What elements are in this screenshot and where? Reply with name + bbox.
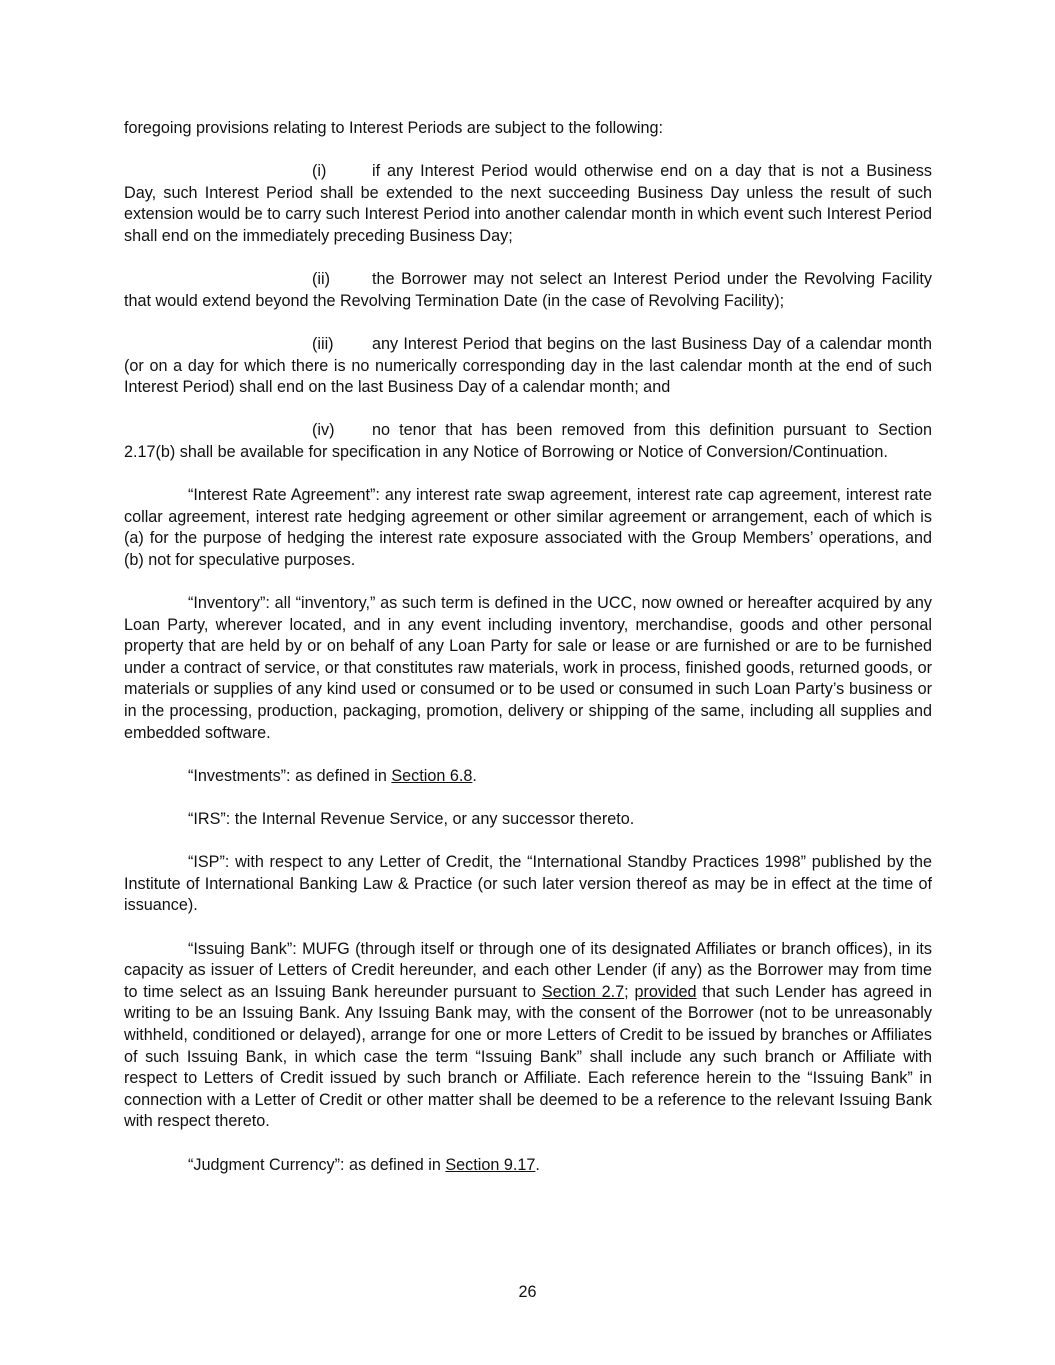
clause-number: (iii)	[312, 334, 334, 353]
definition-text: as defined in	[349, 1155, 441, 1174]
definition-text: any interest rate swap agreement, interest rate cap agreement, interest rate collar agreement, interest rate hedging agreement or other similar agreement or arrangement, each of which is (a) for the purpose of hedging the interest rate exposure associated with the Group Members’ operations, and (b) not for speculative purposes.	[124, 486, 933, 569]
definition-judgment-currency	[124, 1155, 932, 1177]
definition-term: “IRS”:	[188, 810, 231, 828]
clause-iv	[124, 420, 932, 463]
definition-term: “Interest Rate Agreement”:	[188, 486, 380, 505]
definition-investments	[124, 766, 932, 788]
definition-text: as defined in	[295, 766, 387, 785]
definition-interest-rate-agreement	[124, 485, 932, 571]
section-9-17-link[interactable]: Section 9.17	[445, 1155, 536, 1174]
definition-text: the Internal Revenue Service, or any successor thereto.	[234, 810, 635, 828]
definition-term: “Inventory”:	[188, 594, 270, 613]
clause-text: any Interest Period that begins on the last Business Day of a calendar month (or on a day for which there is no numerically corresponding day in the last calendar month at the end of such Interest Period) shall end on the last Business Day of a calendar month; and	[124, 334, 932, 397]
clause-ii	[124, 269, 932, 312]
definition-text: MUFG (through itself or through one of its designated Affiliates or branch offices), in its capacity as issuer of Letters of Credit hereunder, and each other Lender (if any) as the Borrower may from time to time select as an Issuing Bank hereunder pursuant to	[124, 939, 933, 1001]
definition-term: “ISP”:	[188, 853, 230, 872]
definition-irs	[124, 809, 932, 831]
definition-term: “Investments”:	[188, 766, 291, 785]
definition-isp	[124, 852, 932, 917]
lead-paragraph: foregoing provisions relating to Interest Periods are subject to the following:	[124, 119, 663, 137]
clause-i	[124, 161, 932, 247]
section-6-8-link[interactable]: Section 6.8	[391, 766, 473, 785]
section-2-7-link[interactable]: Section 2.7	[541, 982, 625, 1001]
definition-inventory	[124, 593, 932, 744]
clause-number: (ii)	[312, 270, 330, 289]
definition-text: with respect to any Letter of Credit, the “International Standby Practices 1998” published by the Institute of International Banking Law & Practice (or such later version thereof as may be in effect at the time of issuance).	[124, 853, 933, 915]
clause-text: the Borrower may not select an Interest Period under the Revolving Facility that would extend beyond the Revolving Termination Date (in the case of Revolving Facility);	[124, 270, 932, 310]
clause-text: if any Interest Period would otherwise end on a day that is not a Business Day, such Interest Period shall be extended to the next succeeding Business Day unless the result of such extension would be to carry such Interest Period into another calendar month in which event such Interest Period shall end on the immediately preceding Business Day;	[124, 162, 932, 245]
definition-text-end: .	[472, 766, 477, 785]
definition-issuing-bank	[124, 939, 932, 1133]
page-number: 26	[518, 1283, 537, 1301]
separator: ;	[624, 982, 629, 1001]
definition-text: all “inventory,” as such term is defined in the UCC, now owned or hereafter acquired by any Loan Party, wherever located, and in any event including inventory, merchandise, goods and other personal property that are held by or on behalf of any Loan Party for sale or lease or are furnished or are to be furnished under a contract of service, or that constitutes raw materials, work in process, finished goods, returned goods, or materials or supplies of any kind used or consumed or to be used or consumed in such Loan Party’s business or in the processing, production, packaging, promotion, delivery or shipping of the same, including all supplies and embedded software.	[124, 594, 932, 742]
definition-term: “Judgment Currency”:	[188, 1155, 345, 1174]
document-page	[124, 118, 932, 1198]
definition-term: “Issuing Bank”:	[188, 939, 297, 958]
clause-text: no tenor that has been removed from this definition pursuant to Section 2.17(b) shall be available for specification in any Notice of Borrowing or Notice of Conversion/Continuation.	[124, 421, 932, 461]
provided-emphasis: provided	[634, 982, 697, 1001]
clause-number: (i)	[312, 162, 327, 181]
definition-text-end: .	[535, 1155, 540, 1174]
clause-number: (iv)	[312, 421, 335, 440]
clause-iii	[124, 334, 932, 399]
definition-text-continued: that such Lender has agreed in writing to be an Issuing Bank. Any Issuing Bank may, with the consent of the Borrower (not to be unreasonably withheld, conditioned or delayed), arrange for one or more Letters of Credit to be issued by branches or Affiliates of such Issuing Bank, in which case the term “Issuing Bank” shall include any such branch or Affiliate with respect to Letters of Credit issued by such branch or Affiliate. Each reference herein to the “Issuing Bank” in connection with a Letter of Credit or other matter shall be deemed to be a reference to the relevant Issuing Bank with respect thereto.	[124, 982, 933, 1131]
